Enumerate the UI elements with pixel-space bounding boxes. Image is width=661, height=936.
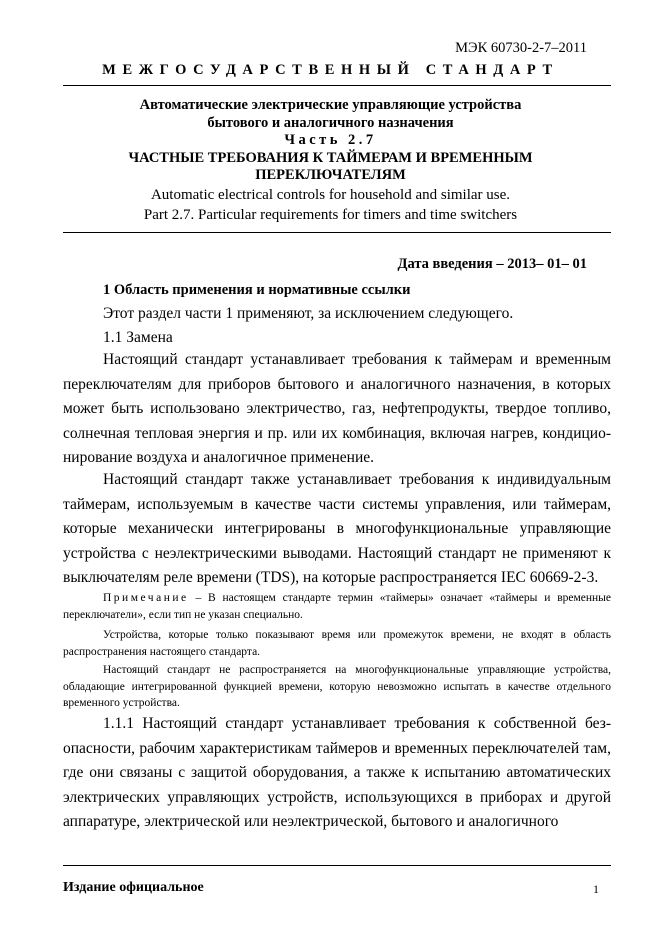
note-3: Настоящий стандарт не распространяется на многофункциональные управляющие устройства, обладающие интегрированной функцией времени, которую невозможно испытать в качестве отдельного временного устройства. [63, 664, 611, 709]
title-divider [63, 232, 611, 233]
paragraph-scope-2: Настоящий стандарт также устанавливает требования к индивидуальным таймерам, используемым в качестве части системы управления, или таймерам, которые механически интегрированы в многофункциональные управляющие устройства с неэлектрическими выводами. Настоящий стандарт не применяют к выключателям реле времени (TDS), на которые распространяется IEC 60669-2-3. [63, 471, 611, 586]
note-label: Примечание [103, 592, 189, 604]
edition-label: Издание официальное [63, 880, 204, 895]
paragraph-replacement: 1.1 Замена [103, 329, 173, 346]
standard-type-heading: МЕЖГОСУДАРСТВЕННЫЙ СТАНДАРТ [102, 62, 559, 78]
main-title-line-2: ПЕРЕКЛЮЧАТЕЛЯМ [255, 167, 406, 183]
footer-divider [63, 865, 611, 866]
title-line-2: бытового и аналогичного назначения [207, 114, 454, 131]
part-number: Часть 2.7 [284, 132, 377, 148]
note-2: Устройства, которые только показывают время или промежуток времени, не входят в область распространения настоящего стандарта. [63, 629, 611, 658]
note-1 [63, 590, 611, 623]
page-number: 1 [593, 882, 599, 896]
top-divider [63, 85, 611, 86]
english-title-line-1: Automatic electrical controls for household and similar use. [150, 186, 511, 203]
title-line-1: Автоматические электрические управляющие устройства [139, 97, 522, 113]
paragraph-scope-1: Настоящий стандарт устанавливает требования к таймерам и временным переключателям для приборов бытового и аналогичного назначения, в которых может быть использовано электричество, газ, нефтепродукты, твердое топливо, солнечная тепловая энергия и пр. или их комбинация, включая нагрев, кондиционирование воздуха и аналогичное применение. [63, 351, 611, 466]
title-block [0, 97, 661, 225]
paragraph-1-1-1: 1.1.1 Настоящий стандарт устанавливает требования к собственной безопасности, рабочим характеристикам таймеров и временных переключателей там, где они связаны с защитой оборудования, а также к испытанию автоматических электрических управляющих устройств, использующихся в приборах и другой аппаратуре, электрической или неэлектрической, бытового и аналогичного [63, 715, 611, 830]
document-number: МЭК 60730-2-7–2011 [455, 40, 587, 56]
main-title-line-1: ЧАСТНЫЕ ТРЕБОВАНИЯ К ТАЙМЕРАМ И ВРЕМЕННЫМ [128, 149, 533, 166]
section-heading: 1 Область применения и нормативные ссылки [103, 282, 411, 298]
note-1-text: – В настоящем стандарте термин «таймеры» означает «таймеры и временные переключатели», если тип не указан специально. [63, 592, 611, 621]
paragraph-intro: Этот раздел части 1 применяют, за исключением следующего. [103, 305, 514, 322]
english-title-line-2: Part 2.7. Particular requirements for timers and time switchers [143, 206, 518, 223]
introduction-date: Дата введения – 2013– 01– 01 [397, 256, 587, 272]
